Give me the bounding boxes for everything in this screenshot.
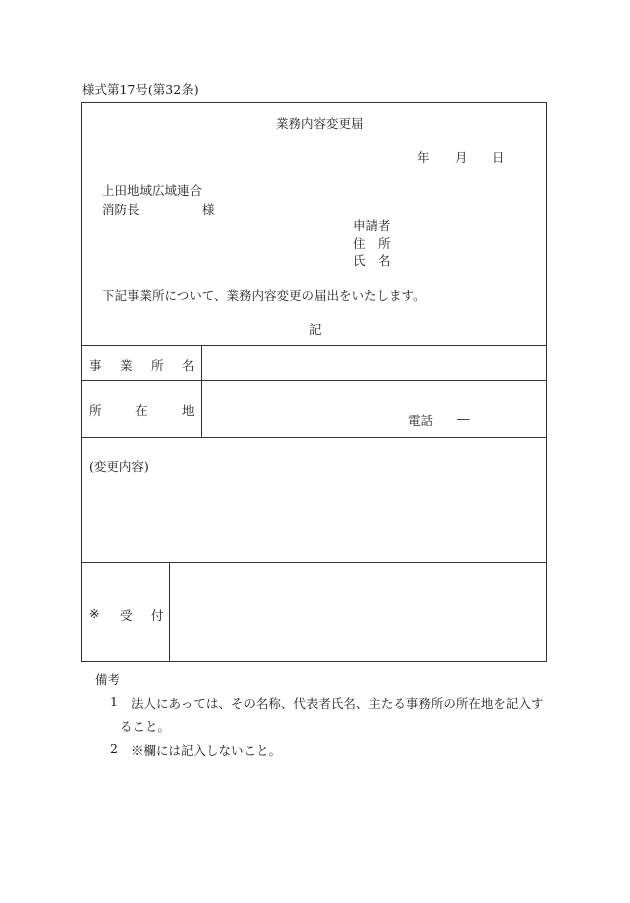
applicant-name-label: 氏 名 xyxy=(353,253,391,268)
office-name-label-char: 所 xyxy=(151,358,164,373)
phone-label: 電話 xyxy=(408,413,434,428)
note-number: 1 xyxy=(110,694,118,709)
reception-label-char: 付 xyxy=(151,608,164,623)
change-content-label: (変更内容) xyxy=(89,459,149,474)
reception-label-char: 受 xyxy=(120,608,133,623)
location-label-char: 地 xyxy=(182,403,195,418)
office-name-label-char: 名 xyxy=(182,358,195,373)
note-text-continued: ること。 xyxy=(120,719,171,734)
ki-label: 記 xyxy=(309,322,322,337)
location-field[interactable] xyxy=(202,381,546,435)
date-year-label: 年 xyxy=(417,150,430,165)
reception-field xyxy=(170,563,546,661)
note-number: 2 xyxy=(110,741,118,756)
location-label-char: 在 xyxy=(135,403,148,418)
date-day-label: 日 xyxy=(492,150,505,165)
row-divider-change-content xyxy=(82,437,546,438)
addressee-organization: 上田地域広域連合 xyxy=(102,183,203,198)
applicant-address-label: 住 所 xyxy=(353,236,391,251)
notes-heading: 備考 xyxy=(95,672,121,687)
phone-dash: ― xyxy=(457,411,470,426)
note-text: 法人にあっては、その名称、代表者氏名、主たる事務所の所在地を記入す xyxy=(131,696,544,711)
change-content-field[interactable] xyxy=(82,474,546,560)
office-name-field[interactable] xyxy=(202,346,546,378)
form-number: 様式第17号(第32条) xyxy=(82,82,199,97)
addressee-honorific: 様 xyxy=(202,202,215,217)
date-month-label: 月 xyxy=(455,150,468,165)
applicant-label: 申請者 xyxy=(353,218,391,233)
office-name-label-char: 業 xyxy=(120,358,133,373)
location-label-char: 所 xyxy=(89,403,102,418)
statement-text: 下記事業所について、業務内容変更の届出をいたします。 xyxy=(102,288,426,303)
reception-mark-icon: ※ xyxy=(89,606,100,621)
note-text: ※欄には記入しないこと。 xyxy=(131,743,282,758)
addressee-title: 消防長 xyxy=(102,202,140,217)
office-name-label-char: 事 xyxy=(89,358,102,373)
form-title: 業務内容変更届 xyxy=(276,116,364,131)
